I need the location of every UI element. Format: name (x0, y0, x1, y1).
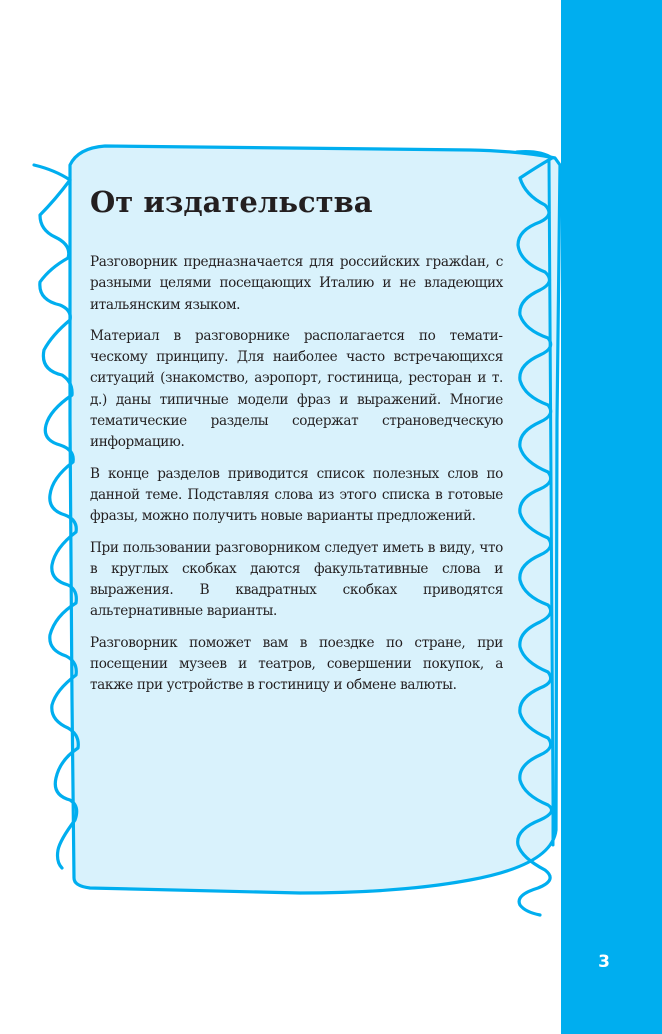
page-title: От издательства (90, 185, 373, 219)
page-number: 3 (598, 952, 610, 972)
paragraph-purpose: Разговорник предназначается для российских гражdан, с разными целями посещающих Италию и не владеющих итальянским языком. (90, 254, 503, 313)
paragraph-structure: Материал в разговорнике располагается по тематическому принципу. Для наиболее часто встречающихся ситуаций (знакомство, аэропорт, гостиница, ресторан и т. д.) даны типичные модели фраз и выражений. Многие тематические разделы содержат страноведческую информацию. (90, 327, 503, 451)
publisher-note (90, 186, 503, 707)
paragraph-usage: Разговорник поможет вам в поездке по стране, при посещении музеев и театров, совершении покупок, а также при устройстве в гостиницу и обмене валюты. (90, 634, 503, 694)
paragraph-brackets: При пользовании разговорником следует иметь в виду, что в круглых скобках даются факультативные слова и выражения. В квадратных скобках приводятся альтернативные варианты. (90, 539, 503, 620)
paragraph-word-lists: В конце разделов приводится список полезных слов по данной теме. Подставляя слова из этого списка в готовые фразы, можно получить новые варианты предложений. (90, 465, 503, 525)
